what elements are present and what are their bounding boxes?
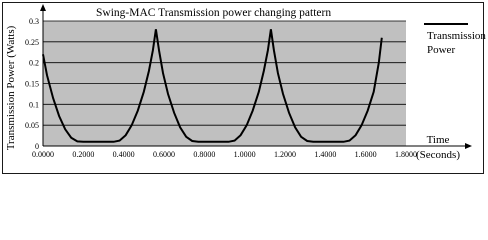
x-axis-label-line-1: Time	[426, 134, 450, 146]
y-tick-label: 0.1	[29, 100, 39, 110]
legend-label-line-1: Transmission	[427, 30, 486, 42]
x-tick-label: 0.6000	[153, 150, 175, 159]
y-tick-label: 0.25	[25, 37, 39, 47]
x-tick-labels	[32, 150, 417, 159]
y-axis-label: Transmission Power (Watts)	[5, 25, 17, 151]
x-tick-label: 0.4000	[112, 150, 135, 159]
y-tick-label: 0	[35, 142, 39, 151]
y-tick-label: 0.15	[25, 79, 39, 89]
x-tick-label: 1.0000	[233, 150, 256, 159]
chart-title: Swing-MAC Transmission power changing pattern	[96, 7, 332, 19]
x-axis-arrow-icon	[465, 143, 472, 149]
x-tick-label: 0.8000	[193, 150, 216, 159]
x-axis-label-line-2: (Seconds)	[416, 149, 460, 161]
legend-label-line-2: Power	[427, 44, 456, 56]
x-tick-label: 0.2000	[72, 150, 95, 159]
x-tick-label: 1.2000	[274, 150, 296, 159]
x-tick-label: 0.0000	[32, 150, 54, 159]
y-axis-arrow-icon	[40, 4, 46, 11]
x-tick-label: 1.6000	[354, 150, 377, 159]
y-tick-label: 0.3	[29, 17, 39, 26]
y-tick-label: 0.2	[29, 58, 39, 68]
y-tick-labels	[25, 17, 39, 151]
x-tick-label: 1.4000	[314, 150, 337, 159]
legend	[424, 24, 486, 56]
y-tick-label: 0.05	[25, 121, 39, 131]
x-tick-label: 1.8000	[395, 150, 417, 159]
